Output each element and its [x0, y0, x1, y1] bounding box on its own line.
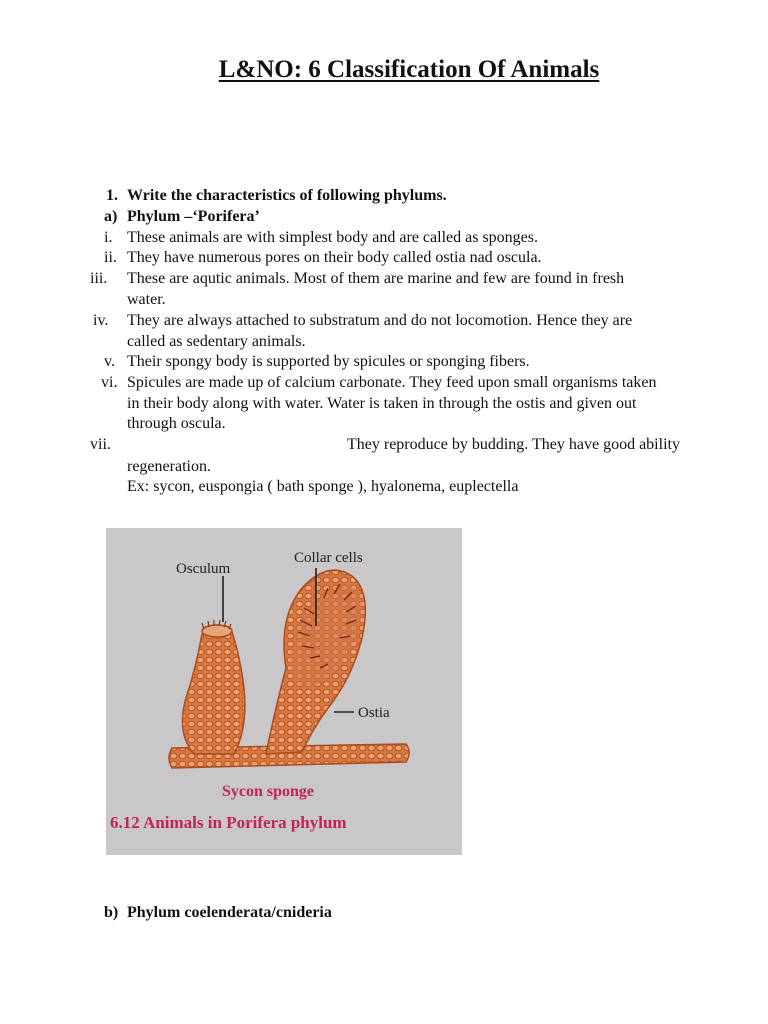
section-marker-b: b)	[104, 904, 119, 921]
section-heading-coelenterata: Phylum coelenderata/cnideria	[127, 904, 332, 921]
left-sponge-body	[182, 628, 244, 754]
point-text: These animals are with simplest body and are called as sponges.	[127, 229, 538, 246]
point-number: ii.	[104, 249, 117, 266]
sycon-sponge-figure	[106, 528, 462, 855]
point-text: Their spongy body is supported by spicules or sponging fibers.	[127, 353, 530, 370]
sycon-sponge-illustration	[106, 528, 462, 855]
point-number: i.	[104, 229, 113, 246]
examples-line: Ex: sycon, euspongia ( bath sponge ), hyalonema, euplectella	[127, 478, 519, 495]
label-collar-cells: Collar cells	[294, 550, 363, 566]
page-title: L&NO: 6 Classification Of Animals	[218, 56, 600, 83]
point-text: They have numerous pores on their body called ostia nad oscula.	[127, 249, 542, 266]
point-number: v.	[104, 353, 115, 370]
point-number: iv.	[93, 312, 109, 329]
point-text: through oscula.	[127, 415, 226, 432]
point-text: called as sedentary animals.	[127, 333, 306, 350]
point-text: Spicules are made up of calcium carbonate. They feed upon small organisms taken	[127, 374, 657, 391]
label-osculum: Osculum	[176, 561, 231, 577]
figure-caption-name: Sycon sponge	[222, 783, 315, 800]
point-text: They are always attached to substratum and do not locomotion. Hence they are	[127, 312, 633, 329]
point-text: These are aqutic animals. Most of them are marine and few are found in fresh	[127, 270, 625, 287]
point-text: in their body along with water. Water is taken in through the ostis and given out	[127, 395, 637, 412]
figure-caption: 6.12 Animals in Porifera phylum	[110, 813, 347, 832]
osculum-opening	[202, 625, 232, 637]
section-heading-porifera: Phylum –‘Porifera’	[127, 208, 260, 225]
point-number: vi.	[101, 374, 118, 391]
point-text: water.	[127, 291, 166, 308]
question-text: Write the characteristics of following phylums.	[127, 187, 447, 204]
section-marker-a: a)	[104, 208, 118, 225]
point-text: They reproduce by budding. They have good ability	[347, 436, 680, 453]
point-text: regeneration.	[127, 458, 211, 475]
label-ostia: Ostia	[358, 705, 390, 721]
point-number: iii.	[90, 270, 108, 287]
question-number: 1.	[106, 187, 118, 204]
point-number: vii.	[90, 436, 111, 453]
